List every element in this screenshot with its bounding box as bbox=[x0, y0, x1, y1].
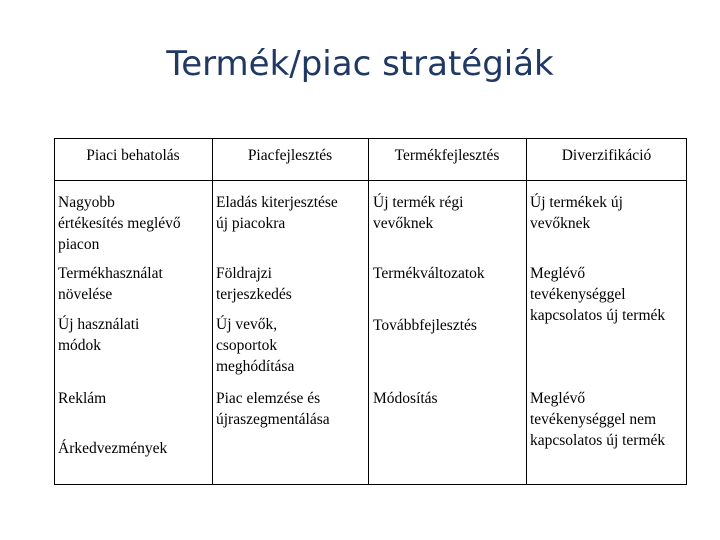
header-diverzifikacio: Diverzifikáció bbox=[561, 147, 652, 164]
cell-text bbox=[58, 263, 163, 305]
cell-text bbox=[530, 388, 665, 451]
table-border-top bbox=[54, 138, 687, 139]
header-termekfejlesztes: Termékfejlesztés bbox=[394, 147, 500, 164]
text-line: Módosítás bbox=[373, 390, 438, 407]
text-line: vevőknek bbox=[373, 215, 434, 232]
text-line: Árkedvezmények bbox=[58, 440, 168, 457]
text-line: újraszegmentálása bbox=[216, 411, 330, 428]
text-line: Nagyobb bbox=[58, 194, 115, 211]
header-row-divider bbox=[54, 180, 687, 181]
text-line: terjeszkedés bbox=[216, 286, 292, 303]
text-line: Új vevők, bbox=[216, 316, 278, 333]
text-line: Termékváltozatok bbox=[373, 265, 485, 282]
text-line: piacon bbox=[58, 236, 100, 253]
cell-text bbox=[530, 263, 665, 326]
column-divider bbox=[368, 138, 369, 485]
text-line: Reklám bbox=[58, 390, 107, 407]
text-line: csoportok bbox=[216, 337, 278, 354]
cell-text bbox=[373, 192, 463, 234]
text-line: Termékhasználat bbox=[58, 265, 163, 282]
column-divider bbox=[526, 138, 527, 485]
text-line: növelése bbox=[58, 286, 113, 303]
column-divider bbox=[212, 138, 213, 485]
cell-text bbox=[216, 263, 292, 305]
text-line: vevőknek bbox=[530, 215, 591, 232]
text-line: Piac elemzése és bbox=[216, 390, 321, 407]
table-border-left bbox=[54, 138, 55, 485]
text-line: Új termék régi bbox=[373, 194, 464, 211]
cell-text bbox=[58, 192, 181, 255]
text-line: tevékenységgel nem bbox=[530, 411, 657, 428]
table-border-bottom bbox=[54, 484, 687, 485]
slide-title: Termék/piac stratégiák bbox=[166, 44, 554, 84]
text-line: új piacokra bbox=[216, 215, 286, 232]
header-piacfejlesztes: Piacfejlesztés bbox=[247, 147, 333, 164]
text-line: Eladás kiterjesztése bbox=[216, 194, 338, 211]
cell-text bbox=[58, 388, 106, 409]
cell-text bbox=[216, 314, 294, 377]
cell-text bbox=[530, 192, 623, 234]
text-line: meghódítása bbox=[216, 358, 295, 375]
text-line: Új termékek új bbox=[530, 194, 623, 211]
text-line: Meglévő bbox=[530, 390, 586, 407]
strategy-table bbox=[54, 138, 687, 485]
text-line: értékesítés meglévő bbox=[58, 215, 181, 232]
header-piaci-behatolas: Piaci behatolás bbox=[86, 147, 180, 164]
cell-text bbox=[373, 315, 477, 336]
cell-text bbox=[58, 314, 139, 356]
text-line: tevékenységgel bbox=[530, 286, 626, 303]
cell-text bbox=[373, 263, 485, 284]
cell-text bbox=[216, 388, 330, 430]
text-line: Meglévő bbox=[530, 265, 586, 282]
text-line: Földrajzi bbox=[216, 265, 272, 282]
text-line: kapcsolatos új termék bbox=[530, 432, 666, 449]
text-line: módok bbox=[58, 337, 102, 354]
cell-text bbox=[216, 192, 338, 234]
table-border-right bbox=[686, 138, 687, 485]
text-line: Továbbfejlesztés bbox=[373, 317, 477, 334]
cell-text bbox=[373, 388, 438, 409]
text-line: kapcsolatos új termék bbox=[530, 307, 666, 324]
cell-text bbox=[58, 438, 167, 459]
text-line: Új használati bbox=[58, 316, 140, 333]
